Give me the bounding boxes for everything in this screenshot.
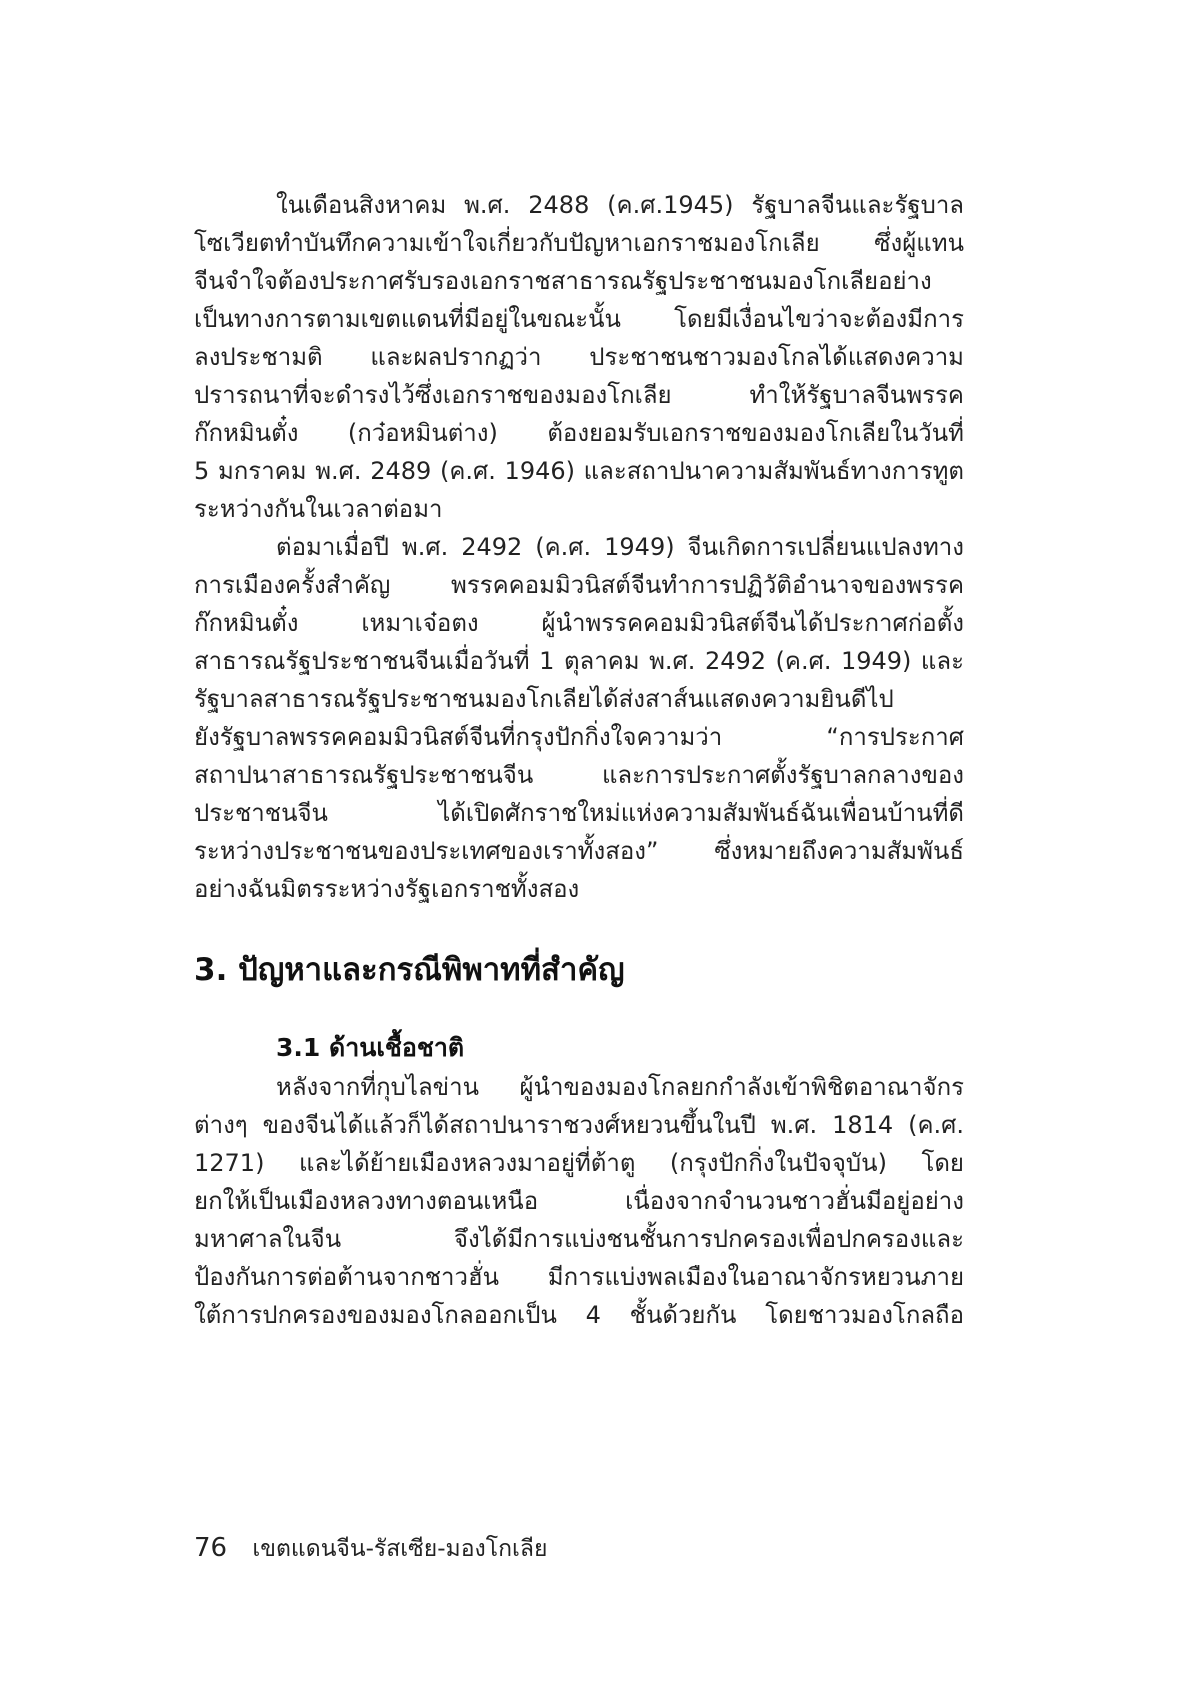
paragraph-line: จีนจำใจต้องประกาศรับรองเอกราชสาธารณรัฐประชาชนมองโกเลียอย่าง	[194, 267, 932, 295]
paragraph-line: ประชาชนจีน ได้เปิดศักราชใหม่แห่งความสัมพันธ์ฉันเพื่อนบ้านที่ดี	[194, 799, 964, 827]
paragraph-line: ระหว่างกันในเวลาต่อมา	[194, 495, 443, 523]
paragraph-line: สาธารณรัฐประชาชนจีนเมื่อวันที่ 1 ตุลาคม พ.ศ. 2492 (ค.ศ. 1949) และ	[194, 647, 964, 675]
paragraph-line: ต่อมาเมื่อปี พ.ศ. 2492 (ค.ศ. 1949) จีนเกิดการเปลี่ยนแปลงทาง	[276, 533, 964, 561]
subsection-heading: 3.1 ด้านเชื้อชาติ	[276, 1033, 465, 1062]
paragraph-line: ในเดือนสิงหาคม พ.ศ. 2488 (ค.ศ.1945) รัฐบาลจีนและรัฐบาล	[276, 191, 964, 219]
page-content	[194, 186, 964, 1334]
paragraph-line: ใต้การปกครองของมองโกลออกเป็น 4 ชั้นด้วยกัน โดยชาวมองโกลถือ	[194, 1301, 964, 1329]
page-footer	[194, 1532, 547, 1565]
paragraph-line: ป้องกันการต่อต้านจากชาวฮั่น มีการแบ่งพลเมืองในอาณาจักรหยวนภาย	[194, 1263, 964, 1291]
paragraph-line: รัฐบาลสาธารณรัฐประชาชนมองโกเลียได้ส่งสาส์นแสดงความยินดีไป	[194, 685, 894, 713]
paragraph-line: ยกให้เป็นเมืองหลวงทางตอนเหนือ เนื่องจากจำนวนชาวฮั่นมีอยู่อย่าง	[194, 1187, 964, 1215]
paragraph-line: ก๊กหมินตั๋ง เหมาเจ๋อตง ผู้นำพรรคคอมมิวนิสต์จีนได้ประกาศก่อตั้ง	[194, 609, 964, 637]
paragraph-line: ลงประชามติ และผลปรากฏว่า ประชาชนชาวมองโกลได้แสดงความ	[194, 343, 964, 371]
paragraph-line: มหาศาลในจีน จึงได้มีการแบ่งชนชั้นการปกครองเพื่อปกครองและ	[194, 1225, 964, 1253]
paragraph-line: ปรารถนาที่จะดำรงไว้ซึ่งเอกราชของมองโกเลีย ทำให้รัฐบาลจีนพรรค	[194, 381, 964, 409]
paragraph-line: 5 มกราคม พ.ศ. 2489 (ค.ศ. 1946) และสถาปนาความสัมพันธ์ทางการทูต	[194, 457, 964, 485]
paragraph-1	[194, 186, 964, 528]
paragraph-2	[194, 528, 964, 908]
paragraph-line: 1271) และได้ย้ายเมืองหลวงมาอยู่ที่ต้าตู (กรุงปักกิ่งในปัจจุบัน) โดย	[194, 1149, 964, 1177]
paragraph-line: เป็นทางการตามเขตแดนที่มีอยู่ในขณะนั้น โดยมีเงื่อนไขว่าจะต้องมีการ	[194, 305, 964, 333]
page-number: 76	[194, 1533, 228, 1563]
running-title: เขตแดนจีน-รัสเซีย-มองโกเลีย	[252, 1536, 548, 1562]
section-heading: 3. ปัญหาและกรณีพิพาทที่สำคัญ	[194, 952, 625, 988]
paragraph-line: อย่างฉันมิตรระหว่างรัฐเอกราชทั้งสอง	[194, 875, 580, 903]
paragraph-line: การเมืองครั้งสำคัญ พรรคคอมมิวนิสต์จีนทำการปฏิวัติอำนาจของพรรค	[194, 571, 964, 599]
paragraph-line: ยังรัฐบาลพรรคคอมมิวนิสต์จีนที่กรุงปักกิ่งใจความว่า “การประกาศ	[194, 723, 964, 751]
paragraph-line: หลังจากที่กุบไลข่าน ผู้นำของมองโกลยกกำลังเข้าพิชิตอาณาจักร	[276, 1073, 964, 1101]
paragraph-line: โซเวียตทำบันทึกความเข้าใจเกี่ยวกับปัญหาเอกราชมองโกเลีย ซึ่งผู้แทน	[194, 229, 964, 257]
paragraph-line: ระหว่างประชาชนของประเทศของเราทั้งสอง” ซึ่งหมายถึงความสัมพันธ์	[194, 837, 964, 865]
paragraph-3	[194, 1068, 964, 1334]
paragraph-line: ต่างๆ ของจีนได้แล้วก็ได้สถาปนาราชวงศ์หยวนขึ้นในปี พ.ศ. 1814 (ค.ศ.	[194, 1111, 964, 1139]
paragraph-line: ก๊กหมินตั๋ง (กว๋อหมินต่าง) ต้องยอมรับเอกราชของมองโกเลียในวันที่	[194, 419, 964, 447]
paragraph-line: สถาปนาสาธารณรัฐประชาชนจีน และการประกาศตั้งรัฐบาลกลางของ	[194, 761, 964, 789]
